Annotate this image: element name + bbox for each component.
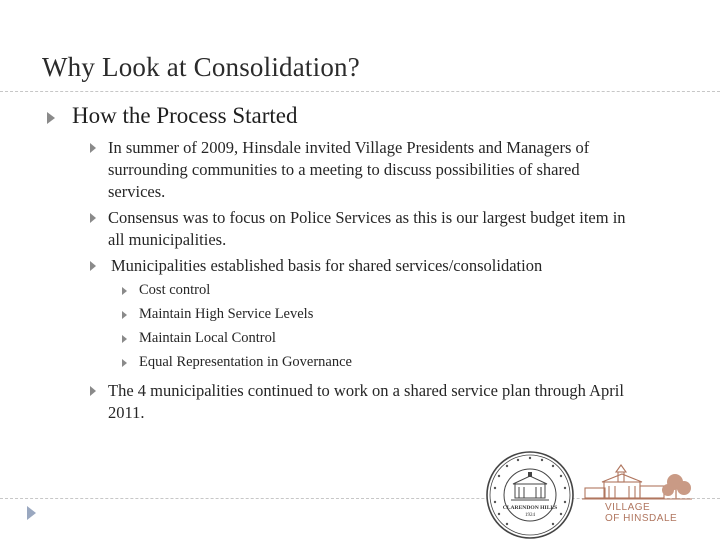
slide-title: Why Look at Consolidation? xyxy=(42,52,360,82)
bullet-icon xyxy=(122,359,127,367)
point-4-line-1: The 4 municipalities continued to work on a shared service plan through April xyxy=(108,381,624,400)
point-1-line-3: services. xyxy=(108,182,166,201)
section-heading: How the Process Started xyxy=(72,103,298,128)
subpoint: Maintain Local Control xyxy=(139,330,276,346)
point-2-line-1: Consensus was to focus on Police Services as this is our largest budget item in xyxy=(108,208,626,227)
subpoint: Cost control xyxy=(139,282,211,298)
corner-arrow-icon xyxy=(27,506,36,520)
seal-name: CLARENDON HILLS xyxy=(502,505,558,511)
bullet-icon xyxy=(90,261,96,271)
bullet-icon xyxy=(90,386,96,396)
subpoint: Maintain High Service Levels xyxy=(139,306,314,322)
village-logo-line-2: OF HINSDALE xyxy=(605,513,678,524)
seal-year: 1924 xyxy=(525,513,535,518)
bullet-icon xyxy=(90,213,96,223)
clarendon-hills-seal-logo xyxy=(485,450,575,540)
bullet-icon xyxy=(47,112,55,124)
bullet-icon xyxy=(90,143,96,153)
bullet-icon xyxy=(122,311,127,319)
title-divider xyxy=(0,91,720,92)
point-4-line-2: 2011. xyxy=(108,403,145,422)
subpoint: Equal Representation in Governance xyxy=(139,354,352,370)
village-logo-line-1: VILLAGE xyxy=(605,502,651,513)
point-3-line-1: Municipalities established basis for shared services/consolidation xyxy=(111,256,543,275)
point-2-line-2: all municipalities. xyxy=(108,230,227,249)
point-1-line-2: surrounding communities to a meeting to discuss possibilities of shared xyxy=(108,160,580,179)
point-1-line-1: In summer of 2009, Hinsdale invited Village Presidents and Managers of xyxy=(108,138,590,157)
village-of-hinsdale-logo xyxy=(580,460,698,540)
bullet-icon xyxy=(122,335,127,343)
bullet-icon xyxy=(122,287,127,295)
